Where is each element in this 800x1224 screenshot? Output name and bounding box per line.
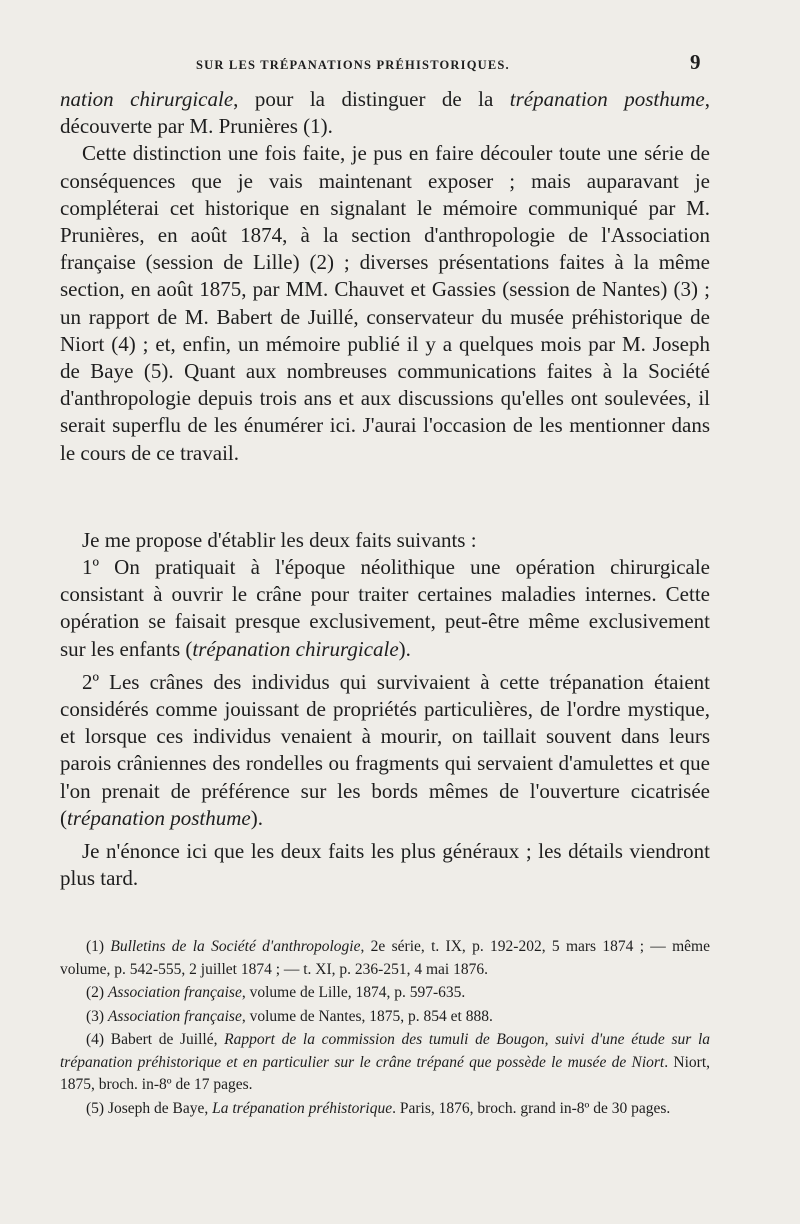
italic-text: Rapport de la commission des tumuli de Bougon, suivi d'une étude sur la trépanation préhistorique et en particulier sur le crâne trépané que possède le musée de Niort [60,1031,710,1071]
text-run: . Paris, 1876, broch. grand in-8º de 30 pages. [392,1099,671,1117]
text-run: . Niort, 1875, broch. in-8º de 17 pages. [60,1053,710,1093]
text-run: , volume de Nantes, 1875, p. 854 et 888. [241,1007,493,1025]
text-run: ). [250,805,263,830]
text-run: (4) Babert de Juillé, [86,1031,225,1048]
text-run: (1) [86,938,111,955]
footnotes [60,936,710,1121]
text-run: Je me propose d'établir les deux faits suivants : [82,527,477,552]
text-run: , 2e série, t. IX, p. 192-202, 5 mars 1874 ; — même volume, p. 542-555, 2 juillet 1874 ; — t. XI, p. 236-251, 4 mai 1876. [60,938,710,978]
italic-text: nation chirurgicale [60,87,234,111]
text-run: , découverte par M. Prunières (1). [60,87,710,139]
text-run: , volume de Lille, 1874, p. 597-635. [241,984,466,1001]
italic-text: trépanation posthume [509,87,705,111]
footnote [60,1029,710,1097]
text-run: , pour la distinguer de la [233,87,510,111]
footnote [60,1098,710,1121]
running-title: SUR LES TRÉPANATIONS PRÉHISTORIQUES. [196,58,510,72]
section-gap [60,467,710,527]
footnote [60,982,710,1005]
text-run: 2º Les crânes des individus qui survivaient à cette trépanation étaient considérés comme jouissant de propriétés particulières, de l'ordre mystique, et lorsque ces individus venaient à mourir, on taillait souvent dans leurs parois crâniennes des rondelles ou fragments qui servaient d'amulettes et que l'on prenait de préférence sur les bords mêmes de l'ouverture cicatrisée ( [60,669,710,830]
text-run: 1º On pratiquait à l'époque néolithique une opération chirurgicale consistant à ouvrir le crâne pour traiter certaines maladies internes. Cette opération se faisait presque exclusivement, peut-être même exclusivement sur les enfants ( [60,555,710,661]
footnote [60,936,710,981]
paragraph [60,669,710,832]
italic-text: Association française [107,1007,242,1025]
text-run: Je n'énonce ici que les deux faits les plus généraux ; les détails viendront plus tard. [60,839,710,891]
italic-text: Bulletins de la Société d'anthropologie [110,938,361,955]
paragraph [60,140,710,466]
paragraph [60,838,710,892]
text-run: (5) Joseph de Baye, [86,1099,213,1117]
paragraph [60,554,710,663]
italic-text: La trépanation préhistorique [212,1099,393,1117]
text-run: (2) [86,984,108,1001]
text-run: Cette distinction une fois faite, je pus en faire découler toute une série de conséquences que je vais maintenant exposer ; mais auparavant je compléterai cet historique en signalant le mémoire communiqué par M. Prunières, en août 1874, à la section d'anthropologie de l'Association française (session de Lille) (2) ; diverses présentations faites à la même section, en août 1875, par MM. Chauvet et Gassies (session de Nantes) (3) ; un rapport de M. Babert de Juillé, conservateur du musée préhistorique de Niort (4) ; et, enfin, un mémoire publié il y a quelques mois par M. Joseph de Baye (5). Quant aux nombreuses communications faites à la Société d'anthropologie depuis trois ans et aux discussions qu'elles ont soulevées, il serait superflu de les énumérer ici. J'aurai l'occasion de les mentionner dans le cours de ce travail. [60,141,710,465]
paragraph [60,527,710,554]
text-run: ). [398,636,411,661]
italic-text: trépanation posthume [67,805,251,830]
italic-text: Association française [107,984,242,1001]
italic-text: trépanation chirurgicale [192,636,399,661]
paragraph [60,86,710,140]
page-number: 9 [690,50,701,74]
main-text [60,86,710,892]
text-run: (3) [86,1007,108,1025]
footnote [60,1006,710,1029]
